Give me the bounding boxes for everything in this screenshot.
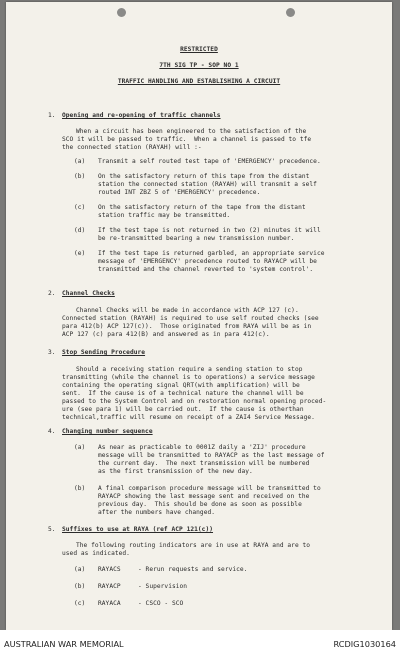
list-item-line: routed INT ZBZ 5 of 'EMERGENCY' precedence. — [98, 189, 261, 196]
routing-indicator: RAYACS — [98, 566, 121, 573]
section-number: 3. — [48, 349, 56, 356]
list-item-line: On the satisfactory return of this tape from the distant — [98, 173, 310, 180]
list-item-line: RAYACP showing the last message sent and received on the — [98, 493, 310, 500]
paragraph-line: technical,traffic will resume on receipt of a ZAI4 Service Message. — [62, 414, 315, 421]
section-heading: Changing number sequence — [62, 428, 153, 435]
list-item-line: transmitted and the channel reverted to 'system control'. — [98, 266, 314, 273]
paragraph-line: the connected station (RAYAH) will :- — [62, 144, 202, 151]
section-number: 1. — [48, 112, 56, 119]
document-title: 7TH SIG TP - SOP NO 1 — [159, 62, 239, 69]
list-marker: (e) — [74, 250, 86, 257]
list-item-line: previous day. This should be done as soon as possible — [98, 501, 302, 508]
paragraph-line: used as indicated. — [62, 550, 130, 557]
footer-institution: AUSTRALIAN WAR MEMORIAL — [4, 639, 124, 649]
routing-description: - Rerun requests and service. — [138, 566, 248, 573]
paragraph-line: ACP 127 (c) para 412(B) and answered as in para 412(c). — [62, 331, 270, 338]
list-item-line: message will be transmitted to RAYACP as the last message of — [98, 452, 325, 459]
list-item-line: If the test tape is returned garbled, an appropriate service — [98, 250, 325, 257]
list-item-line: On the satisfactory return of the tape from the distant — [98, 204, 306, 211]
list-item-line: As near as practicable to 0001Z daily a 'ZIJ' procedure — [98, 444, 306, 451]
section-number: 4. — [48, 428, 56, 435]
document-page — [6, 2, 392, 630]
list-item-line: station traffic may be transmitted. — [98, 212, 231, 219]
list-marker: (b) — [74, 485, 86, 492]
list-marker: (a) — [74, 158, 86, 165]
list-item-line: after the numbers have changed. — [98, 509, 216, 516]
section-heading: Opening and re-opening of traffic channels — [62, 112, 221, 119]
paragraph-line: ure (see para 1) will be carried out. If the cause is otherthan — [62, 406, 304, 413]
list-marker: (d) — [74, 227, 86, 234]
document-subtitle: TRAFFIC HANDLING AND ESTABLISHING A CIRCUIT — [117, 78, 281, 85]
paragraph-line: Channel Checks will be made in accordance with ACP 127 (c). — [76, 307, 299, 314]
classification-marking: RESTRICTED — [180, 46, 218, 53]
paragraph-line: para 412(b) ACP 127(c)). Those originated from RAYA will be as in — [62, 323, 312, 330]
routing-indicator: RAYACA — [98, 600, 121, 607]
list-item-line: be re-transmitted bearing a new transmission number. — [98, 235, 295, 242]
section-heading: Channel Checks — [62, 290, 115, 297]
punch-hole — [117, 8, 126, 17]
section-number: 5. — [48, 526, 56, 533]
list-item-line: the current day. The next transmission will be numbered — [98, 460, 310, 467]
paragraph-line: Should a receiving station require a sending station to stop — [76, 366, 303, 373]
list-item-line: as the first transmission of the new day. — [98, 468, 253, 475]
routing-indicator: RAYACP — [98, 583, 121, 590]
list-item-line: If the test tape is not returned in two (2) minutes it will — [98, 227, 321, 234]
list-marker: (b) — [74, 173, 86, 180]
list-marker: (b) — [74, 583, 86, 590]
paragraph-line: The following routing indicators are in use at RAYA and are to — [76, 542, 311, 549]
paragraph-line: sent. If the cause is of a technical nature the channel will be — [62, 390, 304, 397]
archive-footer — [0, 630, 400, 654]
punch-hole — [286, 8, 295, 17]
paragraph-line: transmitting (while the channel is to operations) a service message — [62, 374, 315, 381]
paragraph-line: containing the operating signal QRT(with amplification) will be — [62, 382, 300, 389]
routing-description: - CSCO - SCO — [138, 600, 184, 607]
list-marker: (c) — [74, 600, 86, 607]
list-marker: (a) — [74, 444, 86, 451]
list-item-line: A final comparison procedure message will be transmitted to — [98, 485, 321, 492]
list-item-line: message of 'EMERGENCY' precedence routed to RAYACP will be — [98, 258, 317, 265]
list-marker: (c) — [74, 204, 86, 211]
list-item-line: Transmit a self routed test tape of 'EMERGENCY' precedence. — [98, 158, 321, 165]
routing-description: - Supervision — [138, 583, 188, 590]
section-heading: Stop Sending Procedure — [62, 349, 146, 356]
paragraph-line: SCO it will be passed to traffic. When a channel is passed to tfe — [62, 136, 312, 143]
section-heading: Suffixes to use at RAYA (ref ACP 121(c)) — [62, 526, 214, 533]
paragraph-line: When a circuit has been engineered to the satisfaction of the — [76, 128, 307, 135]
list-marker: (a) — [74, 566, 86, 573]
section-number: 2. — [48, 290, 56, 297]
paragraph-line: Connected station (RAYAH) is required to use self routed checks (see — [62, 315, 319, 322]
paragraph-line: passed to the System Control and on restoration normal opening proced- — [62, 398, 327, 405]
footer-record-id: RCDIG1030164 — [333, 639, 396, 649]
list-item-line: station the connected station (RAYAH) will transmit a self — [98, 181, 317, 188]
